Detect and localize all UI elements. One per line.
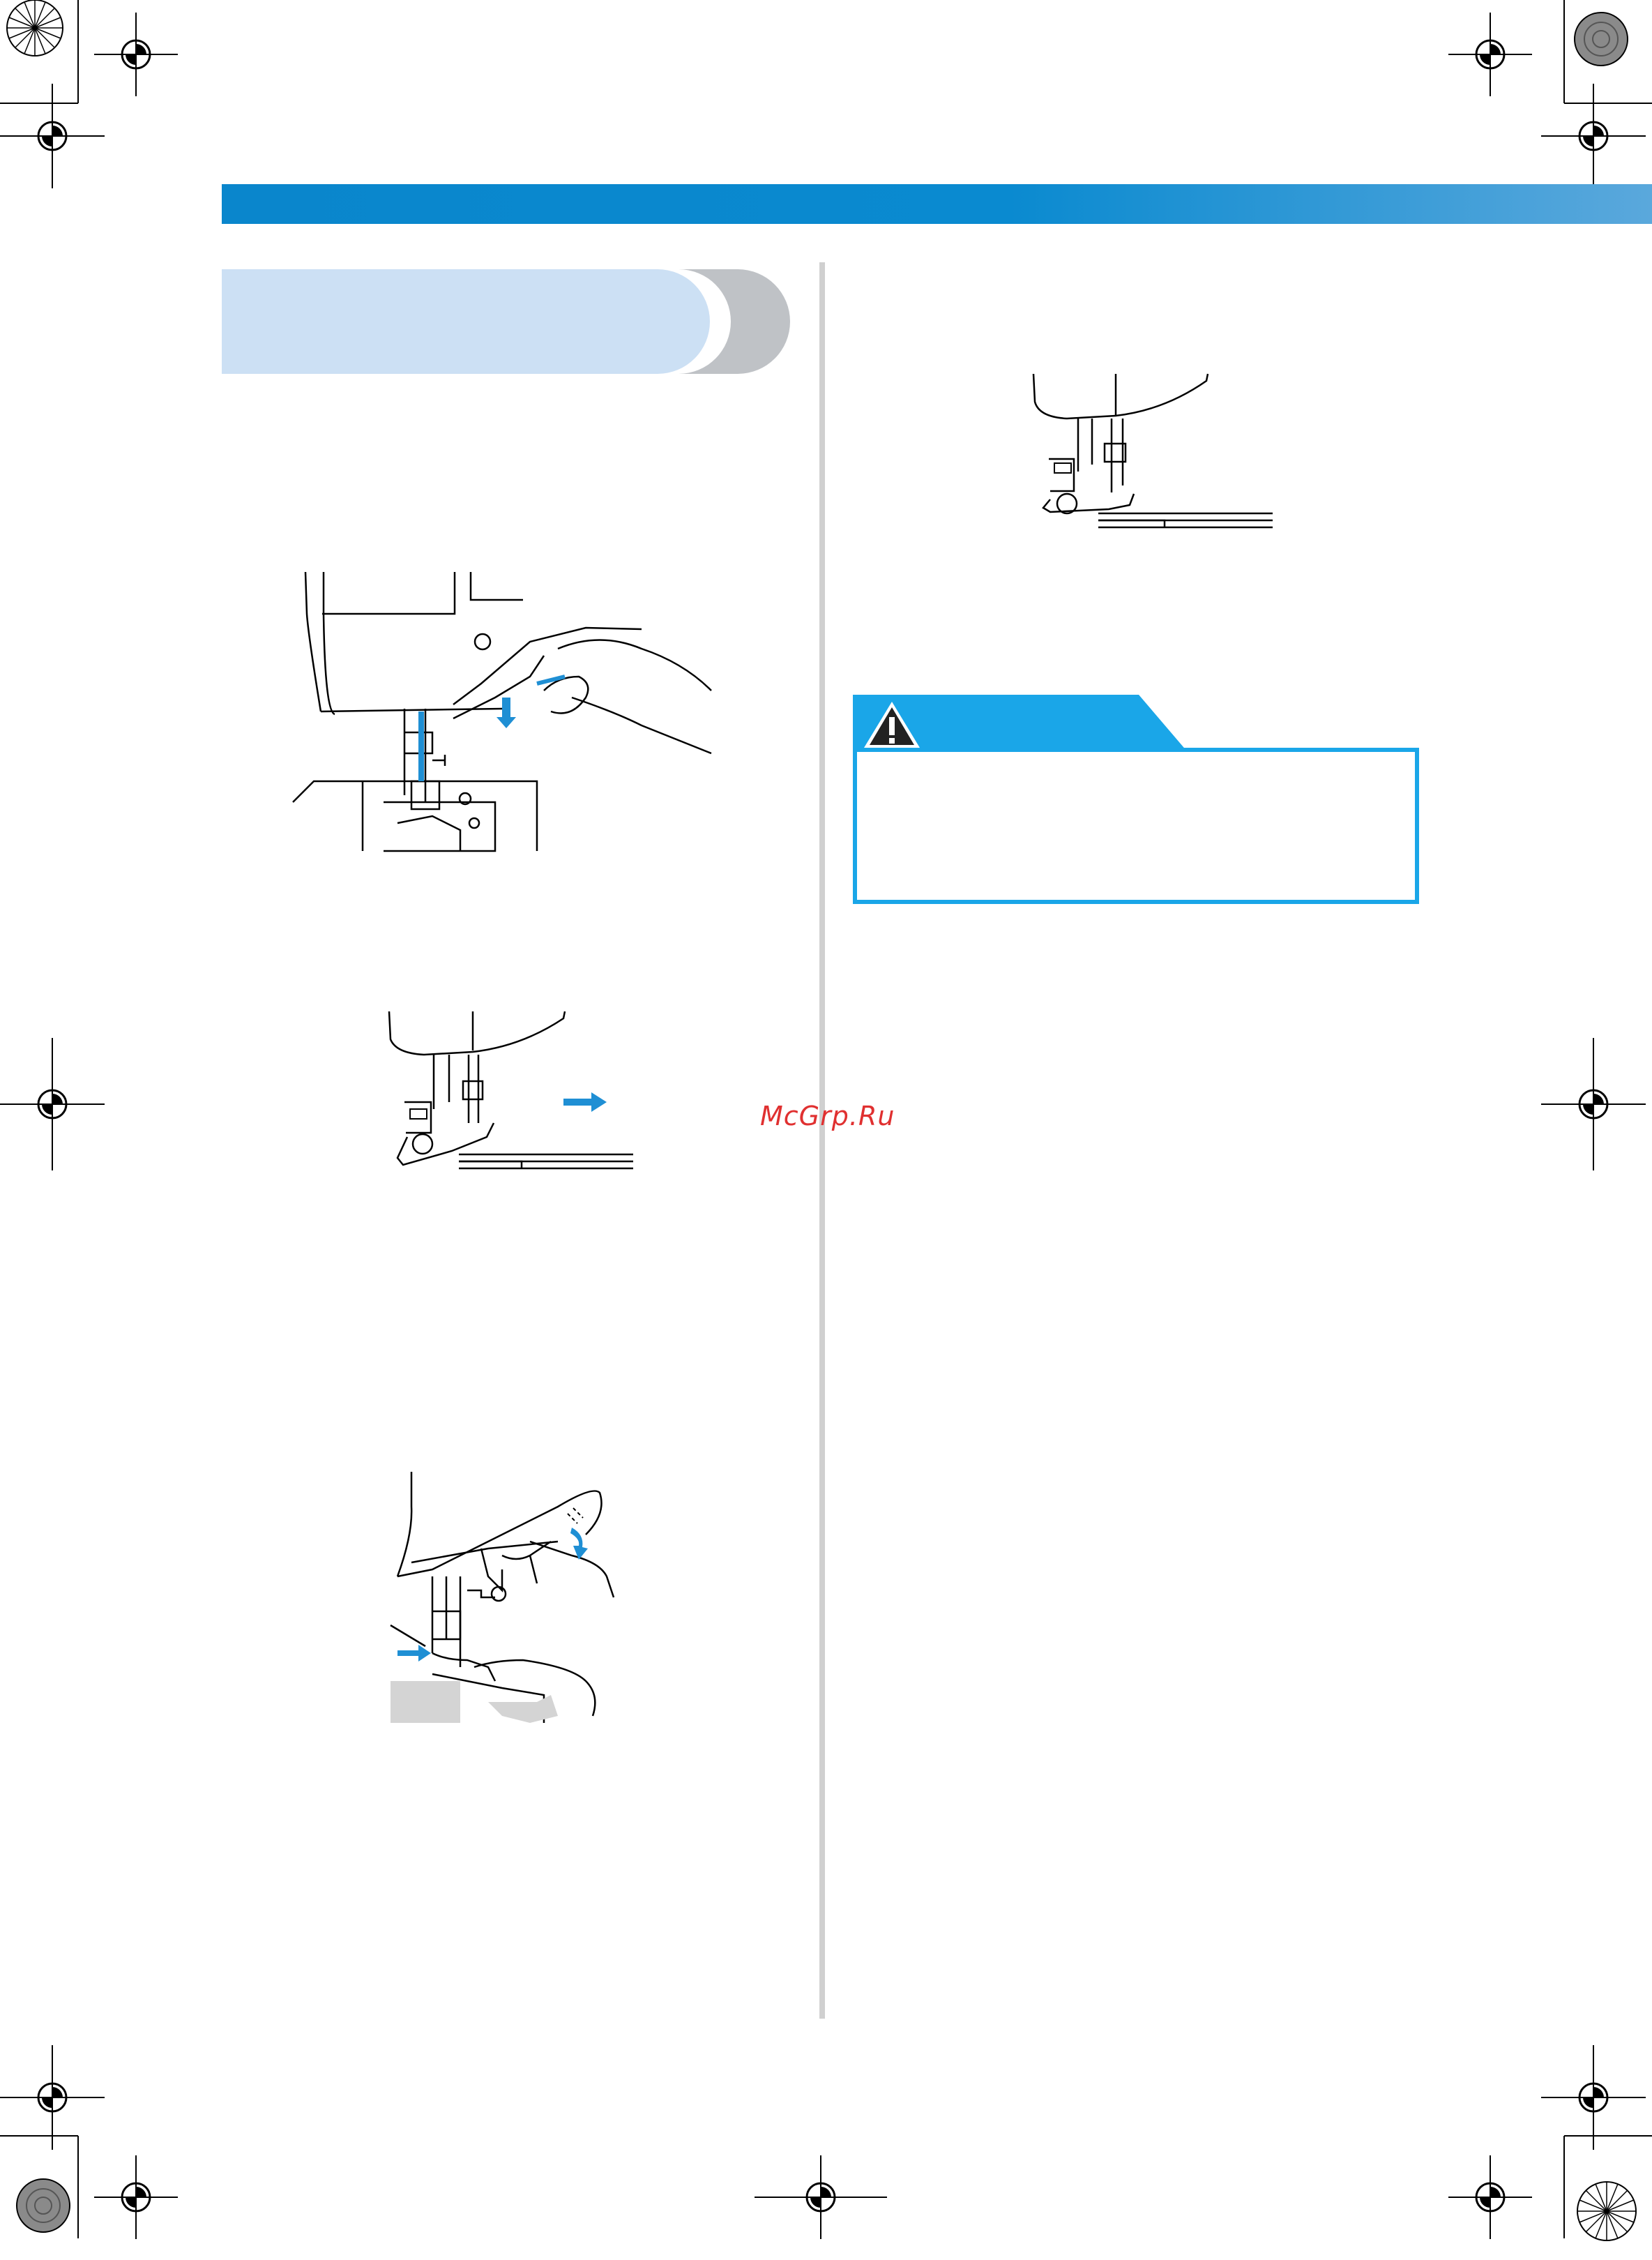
watermark-text: McGrp.Ru xyxy=(760,1101,895,1131)
illustration-fabric-edge xyxy=(1025,374,1290,548)
registration-mark-icon xyxy=(1448,13,1532,96)
registration-mark-icon xyxy=(1541,1038,1646,1170)
column-divider xyxy=(819,262,825,2019)
illustration-lowering-presser-foot xyxy=(391,1472,614,1723)
section-heading-tab xyxy=(222,269,790,374)
registration-mark-icon xyxy=(1448,2155,1532,2239)
header-bar xyxy=(222,184,1652,224)
starburst-disc-icon xyxy=(0,0,84,84)
caution-box xyxy=(853,748,1419,904)
registration-mark-icon xyxy=(94,2155,178,2239)
starburst-disc-icon xyxy=(1572,2176,1652,2260)
registration-mark-icon xyxy=(0,2045,105,2150)
registration-mark-icon xyxy=(755,2155,887,2239)
registration-mark-icon xyxy=(0,1038,105,1170)
registration-mark-icon xyxy=(1541,2045,1646,2150)
gray-disc-icon xyxy=(15,2178,85,2247)
registration-mark-icon xyxy=(0,84,105,188)
caution-tab xyxy=(853,695,1188,752)
registration-mark-icon xyxy=(1541,84,1646,188)
illustration-presser-foot-lever xyxy=(293,572,725,879)
gray-disc-icon xyxy=(1573,11,1643,81)
illustration-fabric-under-foot xyxy=(382,1011,647,1193)
registration-mark-icon xyxy=(94,13,178,96)
